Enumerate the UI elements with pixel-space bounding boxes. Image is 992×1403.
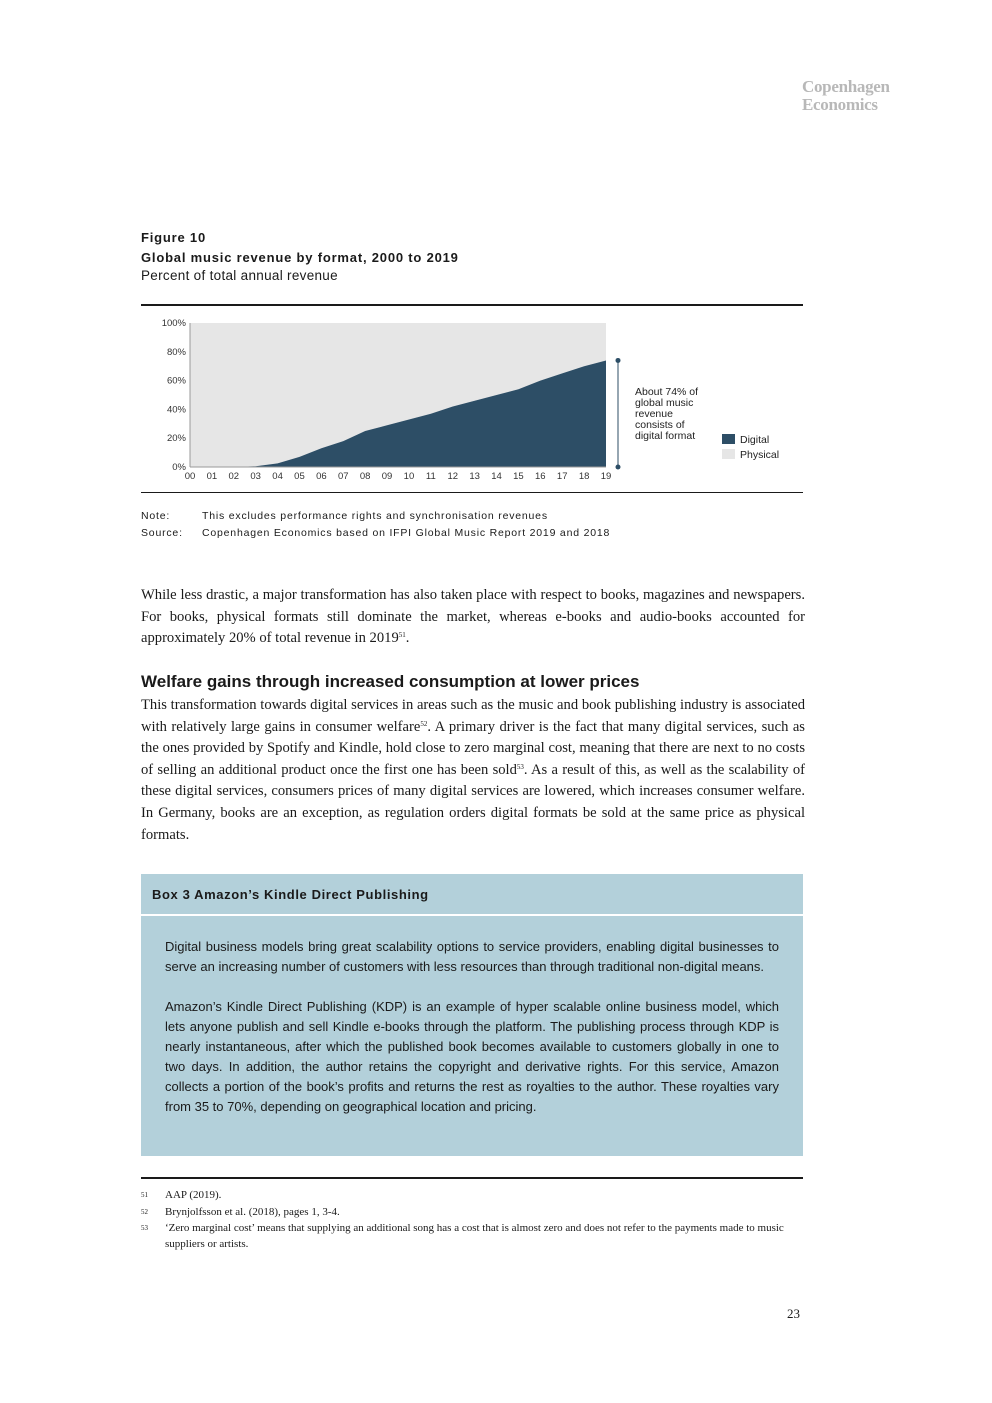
source-label: Source: xyxy=(141,527,183,539)
x-tick-label: 06 xyxy=(316,471,327,482)
box-body xyxy=(141,916,803,1156)
footnote-53 xyxy=(141,1220,786,1252)
figure-note xyxy=(141,510,548,522)
annotation-text-line: digital format xyxy=(635,430,696,442)
music-revenue-chart xyxy=(150,312,800,487)
para2-text-b: . A primary driver is the fact that many digital services, such as the ones provided by Spotify and Kindle, hold close to zero marginal cost, meaning that there are next to no costs of selling an additional product once the first one has been sold xyxy=(141,718,805,778)
box-paragraph-2: Amazon’s Kindle Direct Publishing (KDP) is an example of hyper scalable online business model, which lets anyone publish and sell Kindle e-books through the platform. The publishing process through KDP is nearly instantaneous, after which the published book becomes available to customers globally in one to two days. In addition, the author retains the copyright and derivative rights. For this service, Amazon collects a portion of the book’s profits and returns the rest as royalties to the author. These royalties vary from 35 to 70%, depending on geographical location and pricing. xyxy=(165,999,779,1114)
y-tick-label: 60% xyxy=(166,375,186,387)
legend-label-digital: Digital xyxy=(740,434,770,446)
y-tick-label: 20% xyxy=(166,433,186,445)
x-tick-label: 12 xyxy=(447,471,459,482)
legend-label-physical: Physical xyxy=(740,449,780,461)
para2-text-a: This transformation towards digital services in areas such as the music and book publishing industry is associated with relatively large gains in consumer welfare xyxy=(141,697,805,735)
figure-top-rule xyxy=(141,304,803,306)
para1-text: While less drastic, a major transformation has also taken place with respect to books, magazines and newspapers. For books, physical formats still dominate the market, whereas e-books and audio-books accounted for approximately 20% of total revenue in 2019 xyxy=(141,587,805,647)
legend-swatch-digital xyxy=(722,434,735,444)
publisher-logo xyxy=(802,78,890,114)
footnote-number: 52 xyxy=(141,1208,148,1216)
box-paragraph-1: Digital business models bring great scalability options to service providers, enabling digital businesses to serve an increasing number of customers with less resources than through traditional non-digital means. xyxy=(165,939,779,974)
x-tick-label: 11 xyxy=(425,471,436,482)
x-tick-label: 02 xyxy=(228,471,240,482)
note-text: This excludes performance rights and synchronisation revenues xyxy=(202,510,548,522)
y-tick-label: 40% xyxy=(166,404,186,416)
footnote-ref-52[interactable]: 52 xyxy=(420,719,428,728)
x-tick-label: 08 xyxy=(359,471,371,482)
annotation-bracket-top-dot xyxy=(616,358,621,363)
x-tick-label: 09 xyxy=(381,471,393,482)
figure-title: Global music revenue by format, 2000 to 2019 xyxy=(141,250,459,265)
y-tick-label: 80% xyxy=(166,346,186,358)
x-tick-label: 10 xyxy=(403,471,415,482)
paragraph-books xyxy=(141,585,805,650)
figure-subtitle: Percent of total annual revenue xyxy=(141,268,338,283)
x-tick-label: 07 xyxy=(337,471,349,482)
x-tick-label: 17 xyxy=(556,471,568,482)
x-tick-label: 05 xyxy=(294,471,305,482)
annotation-text-line: revenue xyxy=(635,408,673,420)
legend-swatch-physical xyxy=(722,449,735,459)
annotation-text-line: consists of xyxy=(635,419,685,431)
footnote-ref-51[interactable]: 51 xyxy=(398,631,406,640)
x-tick-label: 16 xyxy=(535,471,546,482)
annotation-bracket-bottom-dot xyxy=(616,465,621,470)
y-tick-label: 100% xyxy=(161,318,186,329)
logo-line-2: Economics xyxy=(802,95,878,114)
annotation-text-line: global music xyxy=(635,397,694,409)
footnote-rule xyxy=(141,1177,803,1179)
footnote-number: 53 xyxy=(141,1224,148,1232)
footnote-text: Brynjolfsson et al. (2018), pages 1, 3-4. xyxy=(165,1206,340,1218)
box-text xyxy=(165,937,779,1137)
footnote-51 xyxy=(141,1187,786,1203)
x-tick-label: 19 xyxy=(600,471,612,482)
footnote-52 xyxy=(141,1204,786,1220)
x-tick-label: 04 xyxy=(272,471,283,482)
x-tick-label: 18 xyxy=(578,471,590,482)
footnote-text: ‘Zero marginal cost’ means that supplying an additional song has a cost that is almost zero and does not refer to the payments made to music suppliers or artists. xyxy=(165,1222,784,1250)
x-tick-label: 15 xyxy=(513,471,524,482)
page-number: 23 xyxy=(787,1306,800,1321)
y-tick-label: 0% xyxy=(172,462,186,473)
para1-end: . xyxy=(405,630,410,647)
x-tick-label: 13 xyxy=(469,471,480,482)
x-tick-label: 01 xyxy=(206,471,218,482)
para2-text-c: . As a result of this, as well as the scalability of these digital services, consumers prices of many digital services are lowered, which increases consumer welfare. In Germany, books are an exception, as regulation orders digital formats be sold at the same price as physical formats. xyxy=(141,761,805,843)
figure-label: Figure 10 xyxy=(141,230,206,245)
x-tick-label: 14 xyxy=(491,471,502,482)
figure-bottom-rule xyxy=(141,492,803,493)
x-tick-label: 03 xyxy=(250,471,261,482)
note-label: Note: xyxy=(141,510,171,522)
footnote-number: 51 xyxy=(141,1191,148,1199)
figure-source xyxy=(141,527,610,539)
annotation-text-line: About 74% of xyxy=(635,386,699,398)
box-header xyxy=(141,874,803,914)
paragraph-welfare xyxy=(141,695,805,846)
footnote-ref-53[interactable]: 53 xyxy=(516,762,524,771)
logo-line-1: Copenhagen xyxy=(802,77,890,96)
footnote-text: AAP (2019). xyxy=(165,1189,222,1201)
x-tick-label: 00 xyxy=(184,471,196,482)
section-heading: Welfare gains through increased consumption at lower prices xyxy=(141,672,640,691)
box-title: Box 3 Amazon’s Kindle Direct Publishing xyxy=(152,887,429,902)
source-text: Copenhagen Economics based on IFPI Global Music Report 2019 and 2018 xyxy=(202,527,611,539)
